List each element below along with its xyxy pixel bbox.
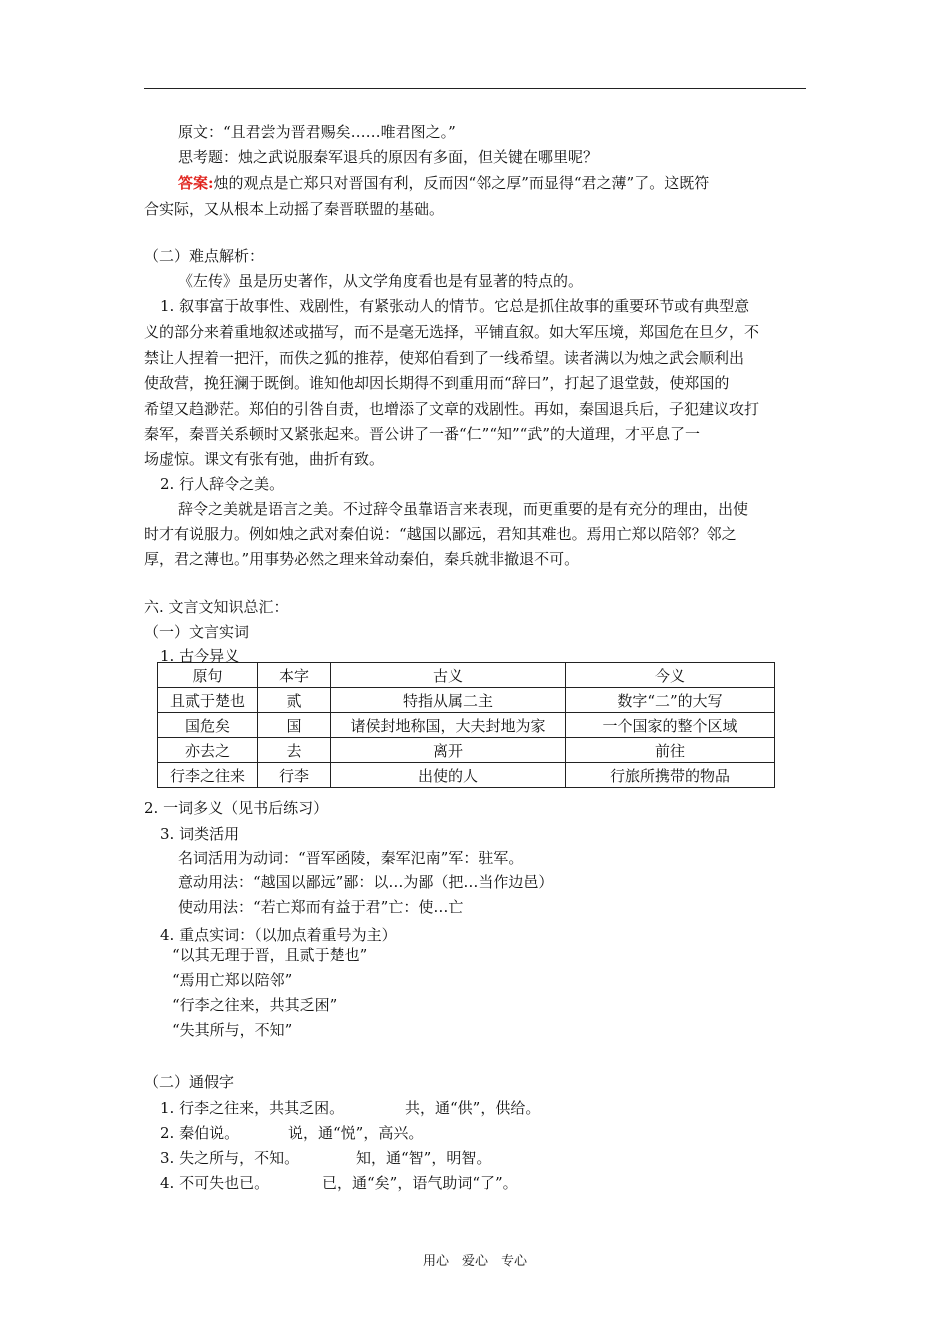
key-word-line: “失其所与，不知”: [172, 1021, 293, 1039]
table-cell: 亦去之: [158, 738, 258, 763]
table-header-row: [158, 663, 775, 688]
paragraph-line: 使敌营，挽狂澜于既倒。谁知他却因长期得不到重用而“辞曰”，打起了退堂鼓，使郑国的: [144, 374, 730, 392]
paragraph-line: 辞令之美就是语言之美。不过辞令虽靠语言来表现，而更重要的是有充分的理由，出使: [178, 500, 749, 518]
key-word-line: “焉用亡郑以陪邻”: [172, 971, 293, 989]
table-cell: 数字“二”的大写: [566, 688, 775, 713]
section-heading: 六. 文言文知识总汇：: [144, 598, 289, 616]
ancient-modern-table: [157, 662, 775, 788]
list-item-note: 知，通“智”，明智。: [356, 1149, 492, 1167]
table-header-cell: 今义: [566, 663, 775, 688]
usage-line: 意动用法：“越国以鄙远”鄙：以…为鄙（把…当作边邑）: [178, 873, 554, 891]
original-text: 原文：“且君尝为晋君赐矣……唯君图之。”: [178, 123, 456, 141]
paragraph-line: 场虚惊。课文有张有弛，曲折有致。: [144, 450, 385, 468]
table-cell: 国: [258, 713, 331, 738]
list-item-note: 共，通“供”，供给。: [405, 1099, 541, 1117]
paragraph-line: 时才有说服力。例如烛之武对秦伯说：“越国以鄙远，君知其难也。焉用亡郑以陪邻？邻之: [144, 525, 737, 543]
table-cell: 特指从属二主: [331, 688, 566, 713]
paragraph-title: 2. 行人辞令之美。: [160, 475, 285, 493]
item-heading: 4. 重点实词：（以加点着重号为主）: [160, 926, 397, 944]
header-rule: [144, 88, 806, 89]
list-item: 3. 失之所与，不知。: [160, 1149, 300, 1167]
table-cell: 诸侯封地称国，大夫封地为家: [331, 713, 566, 738]
paragraph-line: 秦军，秦晋关系顿时又紧张起来。晋公讲了一番“仁”“知”“武”的大道理，才平息了一: [144, 425, 701, 443]
paragraph-line: 禁让人捏着一把汗，而佚之狐的推荐，使郑伯看到了一线希望。读者满以为烛之武会顺利出: [144, 349, 745, 367]
item-heading: 1. 古今异义: [160, 647, 240, 665]
table-cell: 且贰于楚也: [158, 688, 258, 713]
table-cell: 行旅所携带的物品: [566, 763, 775, 788]
section-heading: （二）难点解析：: [144, 247, 265, 265]
usage-line: 使动用法：“若亡郑而有益于君”亡：使…亡: [178, 898, 464, 916]
page-footer: 用心 爱心 专心: [422, 1254, 527, 1269]
table-cell: 前往: [566, 738, 775, 763]
table-cell: 行李之往来: [158, 763, 258, 788]
table-header-cell: 本字: [258, 663, 331, 688]
table-cell: 国危矣: [158, 713, 258, 738]
key-word-line: “行李之往来，共其乏困”: [172, 996, 338, 1014]
table-cell: 出使的人: [331, 763, 566, 788]
table-cell: 离开: [331, 738, 566, 763]
item-heading: 3. 词类活用: [160, 825, 240, 843]
item-heading: 2. 一词多义（见书后练习）: [144, 799, 329, 817]
table-cell: 贰: [258, 688, 331, 713]
answer-text: 烛的观点是亡郑只对晋国有利，反而因“邻之厚”而显得“君之薄”了。这既符: [213, 174, 710, 192]
list-item: 4. 不可失也已。: [160, 1174, 270, 1192]
paragraph-line: 《左传》虽是历史著作，从文学角度看也是有显著的特点的。: [178, 272, 584, 290]
list-item: 2. 秦伯说。: [160, 1124, 240, 1142]
table-row: [158, 738, 775, 763]
question-text: 思考题：烛之武说服秦军退兵的原因有多面，但关键在哪里呢？: [178, 148, 599, 166]
usage-line: 名词活用为动词：“晋军函陵，秦军氾南”军：驻军。: [178, 849, 524, 867]
answer-line-2: 合实际，又从根本上动摇了秦晋联盟的基础。: [144, 200, 445, 218]
list-item: 1. 行李之往来，共其乏困。: [160, 1099, 345, 1117]
table-cell: 去: [258, 738, 331, 763]
answer-line-1: [178, 173, 709, 193]
table-header-cell: 原句: [158, 663, 258, 688]
paragraph-line: 1. 叙事富于故事性、戏剧性，有紧张动人的情节。它总是抓住故事的重要环节或有典型意: [160, 297, 750, 315]
list-item-note: 说，通“悦”，高兴。: [288, 1124, 424, 1142]
paragraph-line: 义的部分来着重地叙述或描写，而不是毫无选择，平铺直叙。如大军压境，郑国危在旦夕，不: [144, 323, 760, 341]
table-cell: 行李: [258, 763, 331, 788]
key-word-line: “以其无理于晋，且贰于楚也”: [172, 946, 368, 964]
paragraph-line: 希望又趋渺茫。郑伯的引咎自责，也增添了文章的戏剧性。再如，秦国退兵后，子犯建议攻打: [144, 400, 760, 418]
table-row: [158, 688, 775, 713]
paragraph-line: 厚，君之薄也。”用事势必然之理来耸动秦伯，秦兵就非撤退不可。: [144, 550, 580, 568]
answer-label: 答案:: [178, 174, 214, 192]
table-header-cell: 古义: [331, 663, 566, 688]
table-row: [158, 763, 775, 788]
table-row: [158, 713, 775, 738]
list-item-note: 已，通“矣”，语气助词“了”。: [322, 1174, 518, 1192]
subsection-heading: （一）文言实词: [144, 623, 250, 641]
table-cell: 一个国家的整个区域: [566, 713, 775, 738]
subsection-heading: （二）通假字: [144, 1073, 235, 1091]
